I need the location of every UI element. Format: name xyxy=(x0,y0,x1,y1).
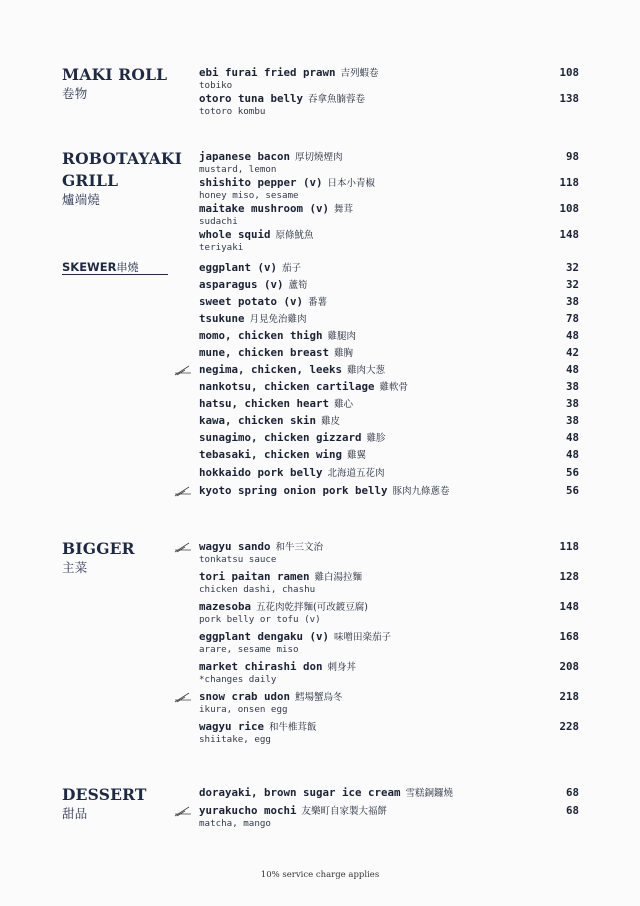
item-price: 32 xyxy=(565,278,579,291)
item-name-row xyxy=(199,278,579,292)
item-price: 78 xyxy=(565,312,579,325)
item-description: tobiko xyxy=(199,80,233,91)
item-name: mazesoba xyxy=(199,600,252,613)
item-name-chinese: 五花肉乾拌麵(可改鍍豆腐) xyxy=(256,602,368,613)
item-name: tebasaki, chicken wing xyxy=(199,448,343,461)
item-name: sunagimo, chicken gizzard xyxy=(199,431,362,444)
menu-item xyxy=(199,397,579,411)
item-name-row xyxy=(199,150,579,164)
item-price: 48 xyxy=(565,448,579,461)
item-name: tori paitan ramen xyxy=(199,570,310,583)
item-name: whole squid xyxy=(199,228,271,241)
menu-item xyxy=(199,380,579,394)
item-name-row xyxy=(199,720,579,734)
item-name-row xyxy=(199,397,579,411)
item-name: eggplant (v) xyxy=(199,261,278,274)
menu-item xyxy=(199,786,579,800)
item-price: 168 xyxy=(559,630,579,643)
item-name-row xyxy=(199,414,579,428)
item-name-chinese: 雪糕銅鑼燒 xyxy=(405,788,454,799)
item-name-chinese: 雞腿肉 xyxy=(327,331,357,342)
menu-item xyxy=(199,690,579,715)
item-name: shishito pepper (v) xyxy=(199,176,323,189)
item-name: wagyu sando xyxy=(199,540,271,553)
menu-item xyxy=(199,92,579,117)
item-name-chinese: 雞心 xyxy=(334,399,354,410)
signature-mark-icon xyxy=(174,691,192,703)
menu-item xyxy=(199,414,579,428)
menu-item xyxy=(199,295,579,309)
menu-item xyxy=(199,312,579,326)
item-name: hatsu, chicken heart xyxy=(199,397,330,410)
item-price: 48 xyxy=(565,329,579,342)
item-name-chinese: 原條魷魚 xyxy=(275,230,314,241)
item-name-chinese: 厚切燒煙肉 xyxy=(295,152,343,163)
item-name-chinese: 刺身丼 xyxy=(327,662,357,673)
menu-item xyxy=(199,540,579,565)
item-name-row xyxy=(199,466,579,480)
item-name: japanese bacon xyxy=(199,150,291,163)
item-description: matcha, mango xyxy=(199,818,271,829)
menu-item xyxy=(199,570,579,595)
item-name-chinese: 味噌田楽茄子 xyxy=(334,632,392,643)
item-description: sudachi xyxy=(199,216,238,227)
menu-item xyxy=(199,346,579,360)
menu-item xyxy=(199,66,579,91)
item-name-chinese: 豚肉九條蔥卷 xyxy=(392,486,450,497)
item-description: arare, sesame miso xyxy=(199,644,299,655)
item-name-chinese: 吉列蝦卷 xyxy=(340,68,379,79)
item-name-chinese: 蘆筍 xyxy=(288,280,308,291)
item-name-row xyxy=(199,346,579,360)
item-name-row xyxy=(199,261,579,275)
item-name: negima, chicken, leeks xyxy=(199,363,343,376)
item-price: 38 xyxy=(565,295,579,308)
item-price: 228 xyxy=(559,720,579,733)
menu-item xyxy=(199,176,579,201)
item-name: eggplant dengaku (v) xyxy=(199,630,330,643)
item-name-row xyxy=(199,363,579,377)
item-name-row xyxy=(199,431,579,445)
menu-item xyxy=(199,660,579,685)
item-name-row xyxy=(199,804,579,818)
menu-item xyxy=(199,720,579,745)
item-name-row xyxy=(199,295,579,309)
item-name-row xyxy=(199,570,579,584)
item-description: shiitake, egg xyxy=(199,734,271,745)
menu-item xyxy=(199,278,579,292)
item-name: asparagus (v) xyxy=(199,278,284,291)
item-name-row xyxy=(199,484,579,498)
item-description: mustard, lemon xyxy=(199,164,277,175)
section-title-maki: MAKI ROLL 卷物 xyxy=(62,65,168,101)
item-name-row xyxy=(199,660,579,674)
item-name-chinese: 月見免治雞肉 xyxy=(249,314,307,325)
item-name: kyoto spring onion pork belly xyxy=(199,484,388,497)
item-name-chinese: 雞胗 xyxy=(366,433,386,444)
item-price: 208 xyxy=(559,660,579,673)
item-name-row xyxy=(199,380,579,394)
item-description: honey miso, sesame xyxy=(199,190,299,201)
item-price: 38 xyxy=(565,414,579,427)
item-name-row xyxy=(199,66,579,80)
item-name: mune, chicken breast xyxy=(199,346,330,359)
item-name: kawa, chicken skin xyxy=(199,414,317,427)
item-name-row xyxy=(199,92,579,106)
menu-item xyxy=(199,466,579,480)
item-name-chinese: 日本小青椒 xyxy=(327,178,376,189)
item-name: nankotsu, chicken cartilage xyxy=(199,380,375,393)
menu-item xyxy=(199,804,579,829)
item-name-row xyxy=(199,312,579,326)
item-name-chinese: 雞軟骨 xyxy=(379,382,409,393)
item-price: 38 xyxy=(565,380,579,393)
item-name-chinese: 番薯 xyxy=(308,297,328,308)
signature-mark-icon xyxy=(174,485,192,497)
item-name-row xyxy=(199,448,579,462)
item-price: 48 xyxy=(565,431,579,444)
item-name-chinese: 雞胸 xyxy=(334,348,354,359)
item-name-chinese: 茄子 xyxy=(282,263,302,274)
item-price: 56 xyxy=(565,484,579,497)
item-price: 148 xyxy=(559,228,579,241)
item-name-chinese: 雞肉大葱 xyxy=(347,365,386,376)
item-name-row xyxy=(199,690,579,704)
signature-mark-icon xyxy=(174,541,192,553)
item-description: ikura, onsen egg xyxy=(199,704,288,715)
menu-item xyxy=(199,261,579,275)
item-price: 56 xyxy=(565,466,579,479)
section-title-bigger: BIGGER 主菜 xyxy=(62,539,135,575)
item-name: tsukune xyxy=(199,312,245,325)
section-divider xyxy=(62,274,168,275)
item-name-chinese: 北海道五花肉 xyxy=(327,468,385,479)
item-name: momo, chicken thigh xyxy=(199,329,323,342)
item-price: 108 xyxy=(559,202,579,215)
item-price: 38 xyxy=(565,397,579,410)
item-name: maitake mushroom (v) xyxy=(199,202,330,215)
item-name-chinese: 雞皮 xyxy=(321,416,341,427)
item-description: totoro kombu xyxy=(199,106,266,117)
item-name-row xyxy=(199,630,579,644)
menu-item xyxy=(199,431,579,445)
item-name-row xyxy=(199,329,579,343)
item-price: 138 xyxy=(559,92,579,105)
item-name-chinese: 雞翼 xyxy=(347,450,367,461)
section-title-dessert: DESSERT 甜品 xyxy=(62,785,147,821)
item-name: market chirashi don xyxy=(199,660,323,673)
item-price: 128 xyxy=(559,570,579,583)
item-price: 48 xyxy=(565,363,579,376)
item-name-row xyxy=(199,600,579,614)
item-name-chinese: 鱈場蟹烏冬 xyxy=(295,692,343,703)
menu-item xyxy=(199,448,579,462)
item-name-row xyxy=(199,540,579,554)
item-price: 68 xyxy=(565,804,579,817)
item-name-chinese: 和牛椎茸飯 xyxy=(269,722,317,733)
menu-item xyxy=(199,600,579,625)
menu-item xyxy=(199,329,579,343)
item-price: 118 xyxy=(559,540,579,553)
item-description: pork belly or tofu (v) xyxy=(199,614,321,625)
item-name: snow crab udon xyxy=(199,690,291,703)
section-title-skewer: SKEWER串燒 xyxy=(62,260,139,274)
item-name-chinese: 和牛三文治 xyxy=(275,542,324,553)
item-name: yurakucho mochi xyxy=(199,804,297,817)
item-price: 98 xyxy=(565,150,579,163)
item-name-row xyxy=(199,786,579,800)
menu-item xyxy=(199,484,579,498)
item-name-row xyxy=(199,176,579,190)
item-name: hokkaido pork belly xyxy=(199,466,323,479)
item-name-chinese: 友樂町自家製大福餅 xyxy=(301,806,388,817)
menu-item xyxy=(199,228,579,253)
item-name-chinese: 舞茸 xyxy=(334,204,354,215)
item-price: 118 xyxy=(559,176,579,189)
service-charge-note: 10% service charge applies xyxy=(260,870,380,880)
item-description: *changes daily xyxy=(199,674,277,685)
item-name-chinese: 吞拿魚腩蓉卷 xyxy=(308,94,366,105)
section-title-grill: ROBOTAYAKI GRILL 爐端燒 xyxy=(62,149,183,207)
item-price: 148 xyxy=(559,600,579,613)
menu-item xyxy=(199,630,579,655)
signature-mark-icon xyxy=(174,805,192,817)
item-name: otoro tuna belly xyxy=(199,92,304,105)
menu-item xyxy=(199,363,579,377)
item-name-chinese: 雞白湯拉麵 xyxy=(314,572,363,583)
item-name-row xyxy=(199,202,579,216)
item-description: chicken dashi, chashu xyxy=(199,584,316,595)
item-price: 42 xyxy=(565,346,579,359)
item-name: wagyu rice xyxy=(199,720,265,733)
item-name: dorayaki, brown sugar ice cream xyxy=(199,786,401,799)
item-name: sweet potato (v) xyxy=(199,295,304,308)
menu-item xyxy=(199,202,579,227)
item-price: 218 xyxy=(559,690,579,703)
menu-item xyxy=(199,150,579,175)
item-description: teriyaki xyxy=(199,242,244,253)
item-price: 68 xyxy=(565,786,579,799)
item-name: ebi furai fried prawn xyxy=(199,66,336,79)
signature-mark-icon xyxy=(174,364,192,376)
item-description: tonkatsu sauce xyxy=(199,554,277,565)
item-price: 32 xyxy=(565,261,579,274)
item-price: 108 xyxy=(559,66,579,79)
item-name-row xyxy=(199,228,579,242)
